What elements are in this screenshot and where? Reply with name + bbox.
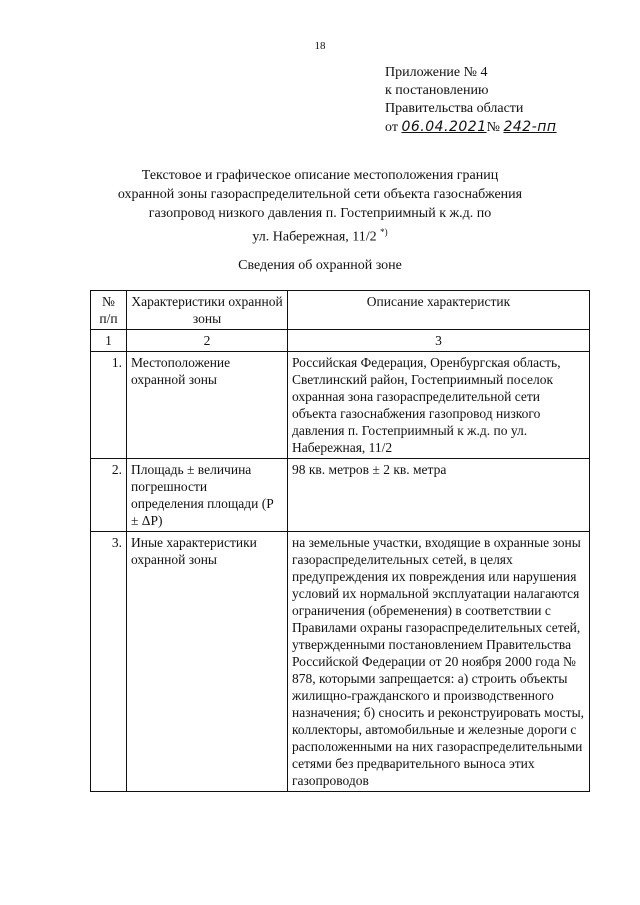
table-row xyxy=(91,532,590,792)
document-title xyxy=(80,166,560,247)
row-name: Местоположение охранной зоны xyxy=(127,352,288,459)
row-num: 2. xyxy=(91,459,127,532)
appendix-date-line xyxy=(385,118,557,137)
number-label: № xyxy=(486,120,500,135)
handwritten-number: 242-пп xyxy=(503,119,557,135)
header-description: Описание характеристик xyxy=(288,291,590,330)
col-number-3: 3 xyxy=(288,330,590,352)
title-line-3: газопровод низкого давления п. Гостеприимный к ж.д. по xyxy=(148,206,492,221)
handwritten-date: 06.04.2021 xyxy=(401,119,487,135)
zone-info-table xyxy=(90,290,590,792)
appendix-block xyxy=(385,64,557,137)
table-numbering-row xyxy=(91,330,590,352)
from-label: от xyxy=(385,120,398,135)
row-num: 3. xyxy=(91,532,127,792)
title-line-1: Текстовое и графическое описание местоположения границ xyxy=(141,168,499,183)
row-desc: Российская Федерация, Оренбургская область, Светлинский район, Гостеприимный поселок охранная зона газораспределительной сети объекта газоснабжения газопровод низкого давления п. Гостеприимный к ж.д. по ул. Набережная, 11/2 xyxy=(288,352,590,459)
row-num: 1. xyxy=(91,352,127,459)
col-number-2: 2 xyxy=(127,330,288,352)
header-characteristics: Характеристики охранной зоны xyxy=(127,291,288,330)
table-row xyxy=(91,352,590,459)
title-line-4: ул. Набережная, 11/2 xyxy=(252,229,377,245)
row-desc: на земельные участки, входящие в охранные зоны газораспределительных сетей, в целях предупреждения их повреждения или нарушения условий их нормальной эксплуатации налагаются ограничения (обременения) в соответствии с Правилами охраны газораспределительных сетей, утвержденными постановлением Правительства Российской Федерации от 20 ноября 2000 года № 878, которыми запрещается: а) строить объекты жилищно-гражданского и производственного назначения; б) сносить и реконструировать мосты, коллекторы, автомобильные и железные дороги с расположенными на них газораспределительными сетями без предварительного выноса этих газопроводов xyxy=(288,532,590,792)
table-header-row xyxy=(91,291,590,330)
row-desc: 98 кв. метров ± 2 кв. метра xyxy=(288,459,590,532)
page-number: 18 xyxy=(314,40,326,52)
title-line-4-wrap xyxy=(80,223,560,247)
row-name: Иные характеристики охранной зоны xyxy=(127,532,288,792)
table-row xyxy=(91,459,590,532)
section-subtitle: Сведения об охранной зоне xyxy=(238,258,402,273)
col-number-1: 1 xyxy=(91,330,127,352)
header-num: № п/п xyxy=(91,291,127,330)
title-line-2: охранной зоны газораспределительной сети объекта газоснабжения xyxy=(117,187,523,202)
row-name: Площадь ± величина погрешности определения площади (P ± ΔP) xyxy=(127,459,288,532)
appendix-line-2: к постановлению xyxy=(385,83,489,98)
footnote-mark: *) xyxy=(380,227,388,237)
appendix-line-3: Правительства области xyxy=(385,101,524,116)
appendix-line-1: Приложение № 4 xyxy=(385,65,488,80)
